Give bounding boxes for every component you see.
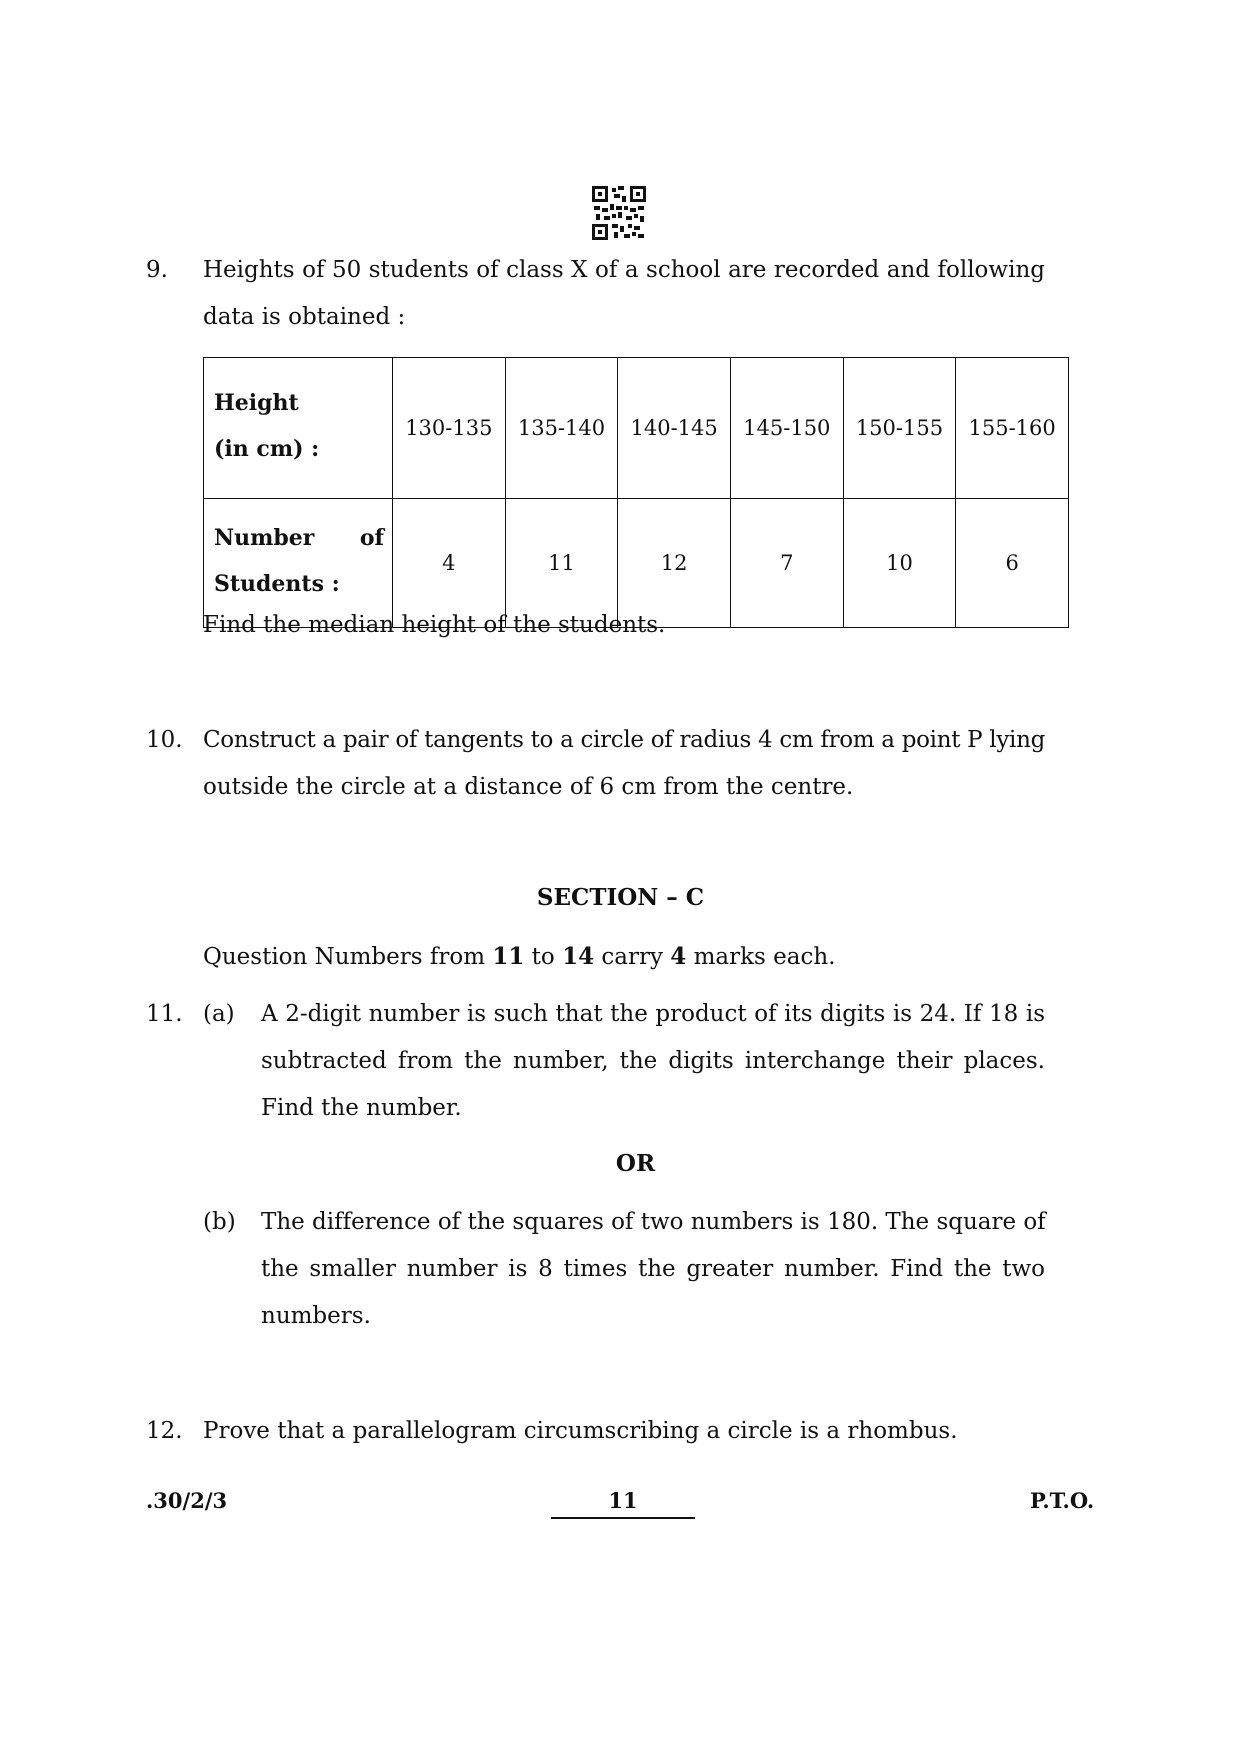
instr-mid1: to	[524, 944, 563, 970]
instr-to: 14	[562, 943, 595, 970]
table-cell: 135-140	[505, 358, 618, 499]
question-11b-line3: numbers.	[261, 1303, 371, 1329]
table-cell: 10	[843, 499, 956, 628]
instr-post: marks each.	[686, 944, 836, 970]
question-11b-label: (b)	[203, 1209, 236, 1235]
table-cell: 6	[956, 499, 1069, 628]
students-header-line2: Students :	[214, 571, 340, 597]
question-10-line1: Construct a pair of tangents to a circle of radius 4 cm from a point P lying	[203, 727, 1045, 753]
table-cell: 130-135	[393, 358, 506, 499]
table-row-header-height	[204, 358, 393, 499]
heights-table	[203, 357, 1069, 628]
table-cell: 12	[618, 499, 731, 628]
question-10-number: 10.	[146, 727, 183, 753]
instr-from: 11	[492, 943, 525, 970]
question-9-number: 9.	[146, 257, 168, 283]
question-11b-line2: the smaller number is 8 times the greater number. Find the two	[261, 1256, 1045, 1282]
table-row-students	[204, 499, 1069, 628]
instr-mid2: carry	[594, 944, 671, 970]
table-row-header-students	[204, 499, 393, 628]
question-12-number: 12.	[146, 1418, 183, 1444]
table-cell: 140-145	[618, 358, 731, 499]
question-10-line2: outside the circle at a distance of 6 cm from the centre.	[203, 774, 854, 800]
height-header-line1: Height	[214, 390, 299, 416]
question-9-text-line1: Heights of 50 students of class X of a school are recorded and following	[203, 257, 1045, 283]
table-cell: 155-160	[956, 358, 1069, 499]
page-number: 11	[608, 1488, 638, 1513]
table-row-heights	[204, 358, 1069, 499]
instr-marks: 4	[670, 943, 687, 970]
students-header-line1: Number of	[214, 525, 384, 551]
section-title: SECTION – C	[536, 884, 705, 911]
qr-code-icon	[592, 186, 646, 240]
paper-code: .30/2/3	[146, 1488, 228, 1513]
page-number-underline	[551, 1517, 695, 1519]
table-cell: 11	[505, 499, 618, 628]
instr-pre: Question Numbers from	[203, 944, 493, 970]
table-cell: 4	[393, 499, 506, 628]
or-separator: OR	[615, 1150, 656, 1177]
table-cell: 150-155	[843, 358, 956, 499]
pto-label: P.T.O.	[1030, 1488, 1095, 1513]
question-11a-line3: Find the number.	[261, 1095, 462, 1121]
question-9-followup: Find the median height of the students.	[203, 612, 666, 638]
question-11a-line1: A 2-digit number is such that the product of its digits is 24. If 18 is	[261, 1001, 1045, 1027]
question-9-text-line2: data is obtained :	[203, 304, 406, 330]
question-11b-line1: The difference of the squares of two numbers is 180. The square of	[261, 1209, 1046, 1235]
question-11-number: 11.	[146, 1001, 183, 1027]
section-instructions	[203, 942, 836, 972]
question-12-text: Prove that a parallelogram circumscribing a circle is a rhombus.	[203, 1418, 958, 1444]
table-cell: 145-150	[730, 358, 843, 499]
height-header-line2: (in cm) :	[214, 436, 320, 462]
question-11a-label: (a)	[203, 1001, 235, 1027]
table-cell: 7	[730, 499, 843, 628]
question-11a-line2: subtracted from the number, the digits interchange their places.	[261, 1048, 1045, 1074]
